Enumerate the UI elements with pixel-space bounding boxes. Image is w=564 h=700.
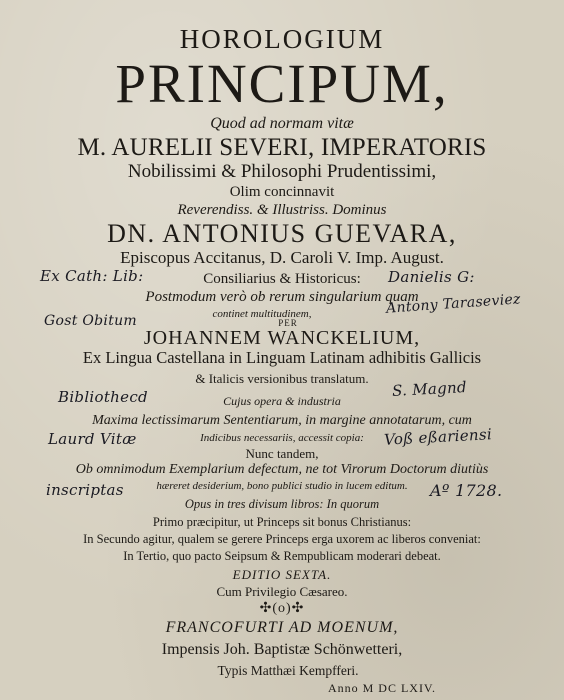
guevara-line: DN. ANTONIUS GUEVARA, xyxy=(107,219,457,248)
ex-lingua-line: Ex Lingua Castellana in Linguam Latinam adhibitis Gallicis xyxy=(82,348,482,367)
printer-ornament: ✣(o)✣ xyxy=(259,601,305,616)
handwritten-inscriptas: inscriptas xyxy=(46,481,124,499)
reverendiss-line: Reverendiss. & Illustriss. Dominus xyxy=(177,202,387,218)
francofurti-line: FRANCOFURTI AD MOENUM, xyxy=(165,619,399,636)
cujus-line: Cujus opera & industria xyxy=(223,394,341,408)
nobilissimi-line: Nobilissimi & Philosophi Prudentissimi, xyxy=(127,161,437,182)
continet-line: continet multitudinem, xyxy=(212,308,312,320)
wanckelium-line: JOHANNEM WANCKELIUM, xyxy=(143,327,421,349)
handwritten-bibliotheca: Bibliothecd xyxy=(58,388,148,406)
consiliarius-line: Consiliarius & Historicus: xyxy=(203,271,361,287)
anno-line: Anno M DC LXIV. xyxy=(327,681,437,695)
handwritten-antony: Antony Taraseviez xyxy=(385,291,522,317)
opus-line: Opus in tres divisum libros: In quorum xyxy=(184,497,380,511)
maxima-line: Maxima lectissimarum Sententiarum, in margine annotatarum, cum xyxy=(92,413,472,428)
editio-line: EDITIO SEXTA. xyxy=(232,567,332,582)
postmodum-line: Postmodum verò ob rerum singularium quam xyxy=(145,289,419,305)
emperor-line: M. AURELII SEVERI, IMPERATORIS xyxy=(77,134,487,161)
handwritten-laurd-vitae: Laurd Vitæ xyxy=(48,430,137,448)
italicis-line: & Italicis versionibus translatum. xyxy=(195,371,369,386)
privilegio-line: Cum Privilegio Cæsareo. xyxy=(216,584,348,599)
handwritten-danielis: Danielis G: xyxy=(388,268,475,286)
primo-line: Primo præcipitur, ut Princeps sit bonus Christianus: xyxy=(152,515,412,529)
handwritten-voss: Voß eßariensi xyxy=(383,425,493,449)
nunc-tandem-line: Nunc tandem, xyxy=(245,446,319,461)
handwritten-year: Aº 1728. xyxy=(430,481,503,500)
indicibus-line: Indicibus necessariis, accessit copia: xyxy=(200,432,364,444)
secundo-line: In Secundo agitur, qualem se gerere Princeps erga uxorem ac liberos conveniat: xyxy=(83,532,481,546)
subtitle-line-3: Quod ad normam vitæ xyxy=(210,115,354,132)
impensis-line: Impensis Joh. Baptistæ Schönwetteri, xyxy=(161,641,403,658)
episcopus-line: Episcopus Accitanus, D. Caroli V. Imp. August. xyxy=(120,248,444,267)
title-line-2: PRINCIPUM, xyxy=(115,53,449,114)
typis-line: Typis Matthæi Kempfferi. xyxy=(217,663,359,678)
handwritten-post-obitum: Gost Obitum xyxy=(44,313,138,329)
ob-omnimodum-line: Ob omnimodum Exemplarium defectum, ne tot Virorum Doctorum diutiùs xyxy=(75,462,489,477)
olim-line: Olim concinnavit xyxy=(229,184,335,200)
title-line-1: HOROLOGIUM xyxy=(179,24,385,54)
per-line: PER xyxy=(278,318,298,328)
haereret-line: hæreret desiderium, bono publici studio in lucem editum. xyxy=(156,480,408,492)
handwritten-ex-cath: Ex Cath: Lib: xyxy=(40,267,144,285)
handwritten-s-magna: S. Magnd xyxy=(391,378,468,400)
tertio-line: In Tertio, quo pacto Seipsum & Rempublicam moderari debeat. xyxy=(123,549,441,563)
